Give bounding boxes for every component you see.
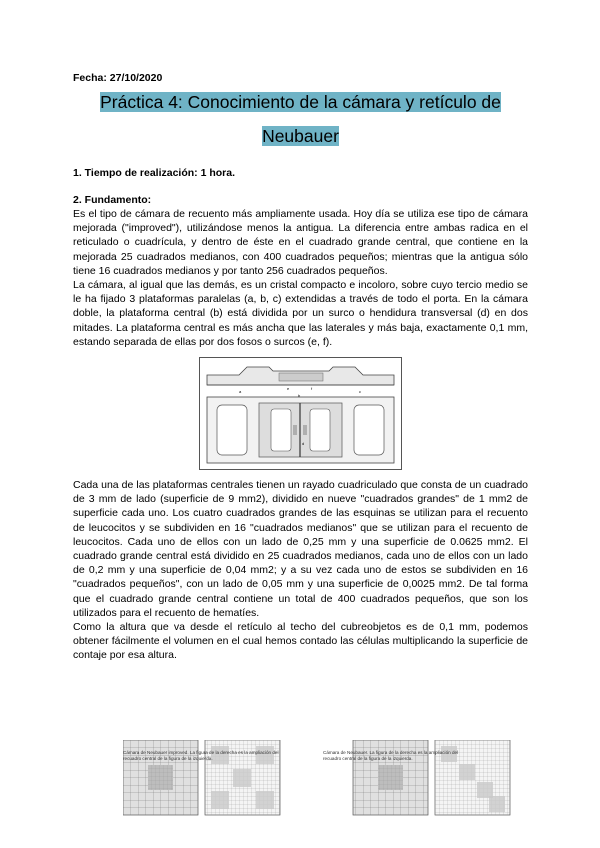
- title-line-2: Neubauer: [262, 126, 339, 146]
- label-d: d: [302, 441, 305, 447]
- label-c: c: [359, 389, 361, 395]
- section-time: 1. Tiempo de realización: 1 hora.: [73, 167, 236, 179]
- caption-left: Cámara de Neubauer improved. La figura de la derecha es la ampliación del recuadro central de la figura de la izquierda.: [123, 750, 279, 761]
- section-fundamento: 2. Fundamento:: [73, 194, 152, 206]
- title-line-1: Práctica 4: Conocimiento de la cámara y retículo de: [100, 92, 501, 112]
- paragraph-2: La cámara, al igual que las demás, es un cristal compacto e incoloro, sobre cuyo tercio medio se le ha fijado 3 plataformas paralelas (a, b, c) extendidas a través de todo el porta. En la cámara doble, la plataforma central (b) está dividida por un surco o hendidura transversal (d) en dos mitades. La plataforma central es más ancha que las laterales y más baja, exactamente 0,1 mm, estando separada de ellas por dos fosos o surcos (e, f).: [73, 279, 528, 348]
- caption-right: Cámara de Neubauer. La figura de la derecha es la ampliación del recuadro central de la figura de la izquierda.: [323, 750, 459, 761]
- document-page: [73, 72, 528, 663]
- label-a: a: [239, 389, 242, 395]
- page-title: [73, 85, 528, 119]
- label-e: e: [287, 386, 290, 392]
- paragraph-1: Es el tipo de cámara de recuento más ampliamente usada. Hoy día se utiliza ese tipo de cámara mejorada ("improved"), utilizándose menos la antigua. La diferencia entre ambas radica en el reticulado o cuadrícula, y dentro de éste en el cuadrado grande central, que contiene en la mejorada 25 cuadrados medianos, con 400 cuadrados pequeños; mientras que la antigua sólo tiene 16 cuadrados medianos y por tanto 256 cuadrados pequeños.: [73, 208, 528, 277]
- paragraph-3: Cada una de las plataformas centrales tienen un rayado cuadriculado que consta de un cuadrado de 3 mm de lado (superficie de 9 mm2), dividido en nueve "cuadrados grandes" de 1 mm2 de superficie cada uno. Los cuatro cuadrados grandes de las esquinas se utilizan para el recuento de leucocitos y se subdividen en 16 "cuadrados medianos" que se utilizan para el recuento de leucocitos. Cada uno de ellos con un lado de 0,25 mm y una superficie de 0.0625 mm2. El cuadrado grande central está dividido en 25 cuadrados medianos, cada uno de ellos con un lado de 0,2 mm y una superficie de 0,04 mm2; y a su vez cada uno de estos se subdividen en 16 "cuadrados pequeños", con un lado de 0,05 mm y una superficie de 0,0025 mm2. De tal forma que el cuadrado grande central contiene un total de 400 cuadrados pequeños, que son los utilizados para el recuento de hematíes.: [73, 479, 528, 619]
- date-line: Fecha: 27/10/2020: [73, 72, 163, 84]
- label-f: f: [311, 386, 313, 392]
- counting-chamber-diagram: [199, 357, 402, 470]
- label-b: b: [298, 393, 301, 399]
- page-title-cont: [73, 119, 528, 153]
- paragraph-4: Como la altura que va desde el retículo al techo del cubreobjetos es de 0,1 mm, podemos obtener fácilmente el volumen en el cual hemos contado las células multiplicando la superficie de contaje por esa altura.: [73, 621, 528, 662]
